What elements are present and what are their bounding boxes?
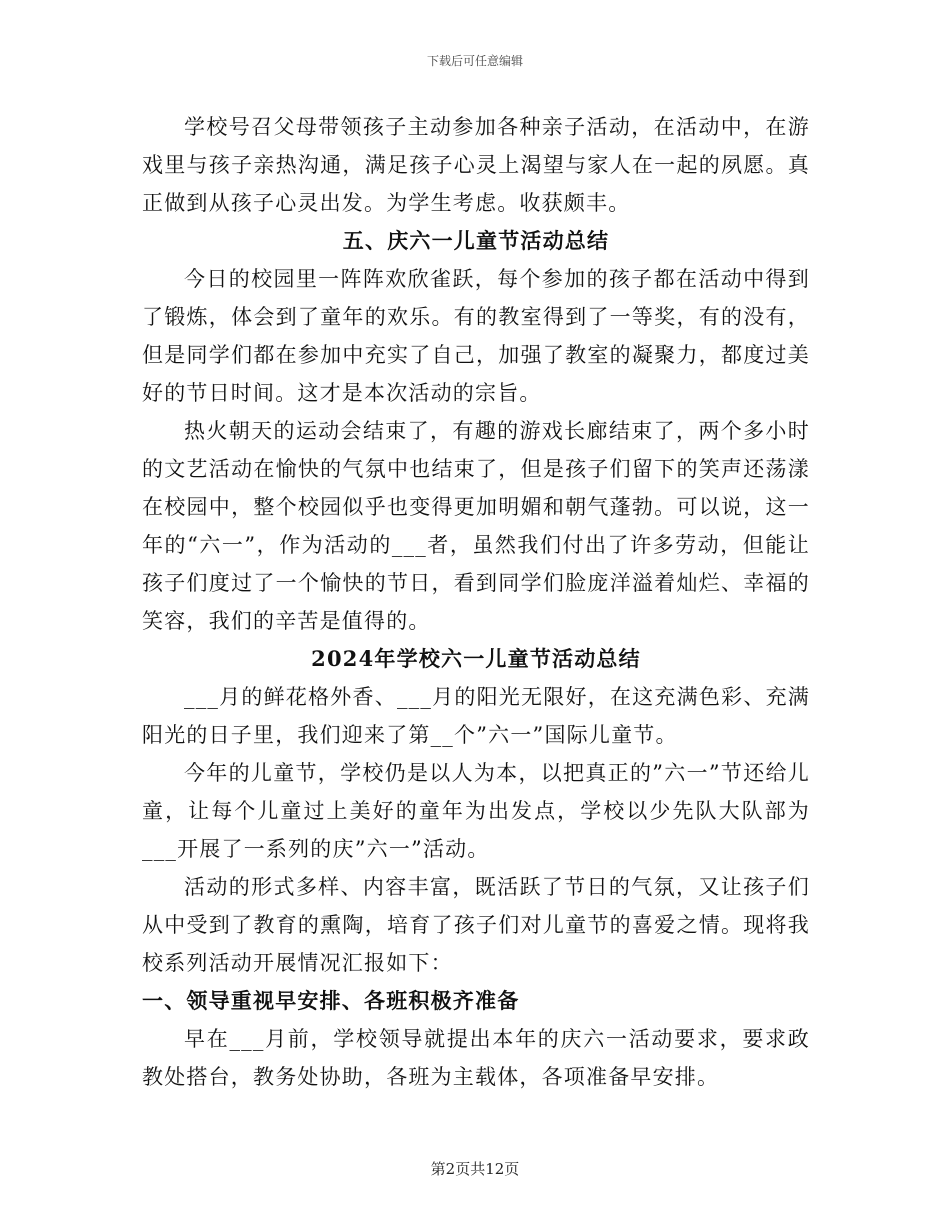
section-heading: 五、庆六一儿童节活动总结 [342, 228, 610, 253]
paragraph: 今日的校园里一阵阵欢欣雀跃，每个参加的孩子都在活动中得到了锻炼，体会到了童年的欢乐。有的教室得到了一等奖，有的没有，但是同学们都在参加中充实了自己，加强了教室的凝聚力，都度过美好的节日时间。这才是本次活动的宗旨。 [142, 267, 810, 405]
document-body [142, 108, 810, 1096]
paragraph: 学校号召父母带领孩子主动参加各种亲子活动，在活动中，在游戏里与孩子亲热沟通，满足孩子心灵上渴望与家人在一起的夙愿。真正做到从孩子心灵出发。为学生考虑。收获颇丰。 [142, 115, 810, 215]
page-header: 下载后可任意编辑 [426, 54, 523, 68]
paragraph: 活动的形式多样、内容丰富，既活跃了节日的气氛，又让孩子们从中受到了教育的熏陶，培育了孩子们对儿童节的喜爱之情。现将我校系列活动开展情况汇报如下： [142, 875, 810, 975]
page-footer: 第2页共12页 [430, 1160, 520, 1178]
subsection-heading: 一、领导重视早安排、各班积极齐准备 [142, 988, 520, 1013]
paragraph: 今年的儿童节，学校仍是以人为本，以把真正的”六一”节还给儿童，让每个儿童过上美好的童年为出发点，学校以少先队大队部为___开展了一系列的庆”六一”活动。 [142, 761, 810, 861]
paragraph: 热火朝天的运动会结束了，有趣的游戏长廊结束了，两个多小时的文艺活动在愉快的气氛中也结束了，但是孩子们留下的笑声还荡漾在校园中，整个校园似乎也变得更加明媚和朝气蓬勃。可以说，这一年的“六一”，作为活动的___者，虽然我们付出了许多劳动，但能让孩子们度过了一个愉快的节日，看到同学们脸庞洋溢着灿烂、幸福的笑容，我们的辛苦是值得的。 [142, 419, 810, 633]
paragraph: 早在___月前，学校领导就提出本年的庆六一活动要求，要求政教处搭台，教务处协助，各班为主载体，各项准备早安排。 [142, 1027, 810, 1089]
document-title: 2024年学校六一儿童节活动总结 [311, 646, 641, 671]
paragraph: ___月的鲜花格外香、___月的阳光无限好，在这充满色彩、充满阳光的日子里，我们迎来了第__个”六一”国际儿童节。 [142, 685, 810, 747]
